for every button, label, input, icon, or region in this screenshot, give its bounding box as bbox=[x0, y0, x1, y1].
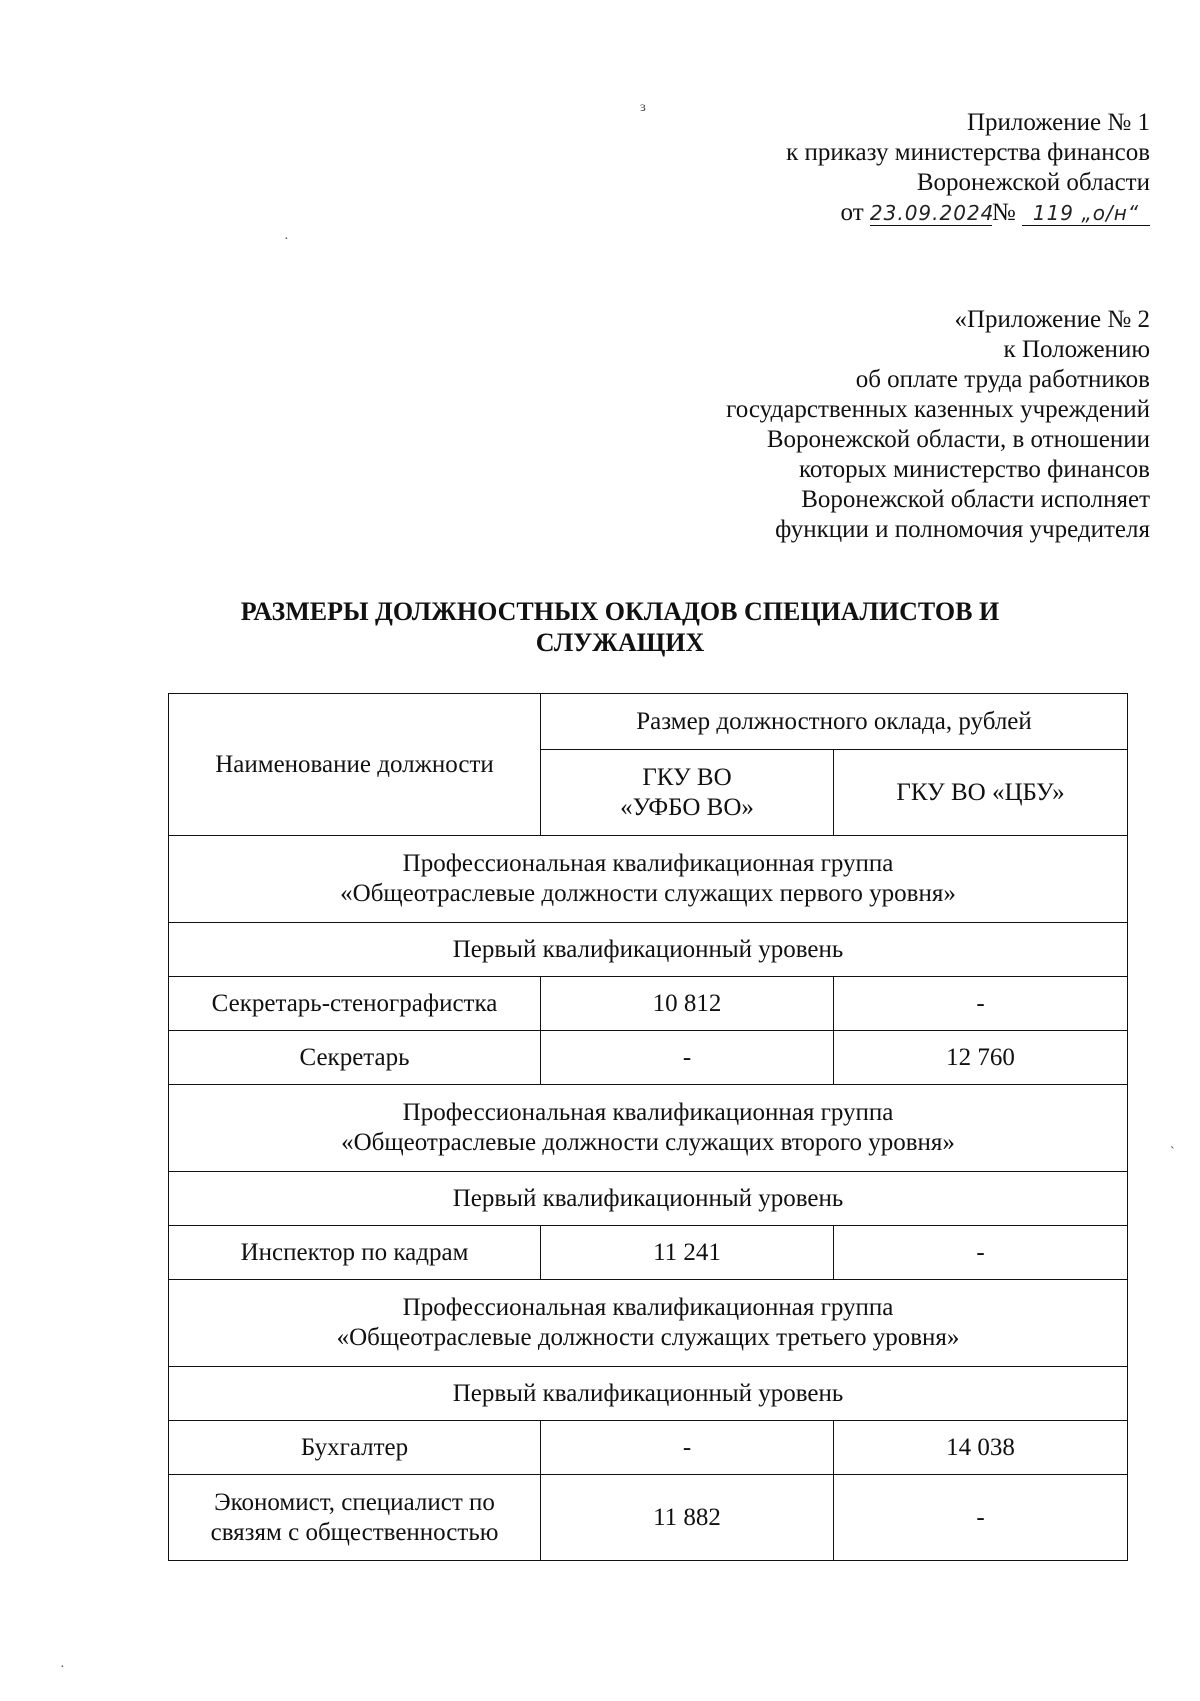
appendix-2-line: государственных казенных учреждений bbox=[726, 396, 1150, 423]
appendix-2-line: которых министерство финансов bbox=[798, 456, 1150, 483]
appendix-2-line: «Приложение № 2 bbox=[954, 306, 1150, 333]
position-name-cell: Экономист, специалист по связям с общественностью bbox=[169, 1475, 541, 1561]
group-row bbox=[169, 836, 1128, 923]
document-title-line: РАЗМЕРЫ ДОЛЖНОСТНЫХ ОКЛАДОВ СПЕЦИАЛИСТОВ И bbox=[240, 597, 1000, 626]
table-row bbox=[169, 1031, 1128, 1085]
group-row bbox=[169, 1085, 1128, 1172]
qualification-level: Первый квалификационный уровень bbox=[169, 1172, 1128, 1226]
appendix-2-block bbox=[726, 305, 1150, 545]
appendix-2-line: Воронежской области, в отношении bbox=[766, 426, 1150, 453]
level-row bbox=[169, 923, 1128, 977]
qualification-group-title: Профессиональная квалификационная группа «Общеотраслевые должности служащих третьего уровня» bbox=[169, 1280, 1128, 1367]
salary-cbu-cell: 12 760 bbox=[834, 1031, 1128, 1085]
header-position-name: Наименование должности bbox=[169, 694, 541, 836]
position-name-cell: Бухгалтер bbox=[169, 1421, 541, 1475]
handwritten-number: 119 „о/н“ bbox=[1032, 201, 1140, 225]
scan-dot: ` bbox=[1170, 1145, 1175, 1160]
document-title-line: СЛУЖАЩИХ bbox=[535, 628, 705, 657]
qualification-level: Первый квалификационный уровень bbox=[169, 923, 1128, 977]
position-name-cell: Инспектор по кадрам bbox=[169, 1226, 541, 1280]
scan-dot: · bbox=[60, 1660, 65, 1675]
group-row bbox=[169, 1280, 1128, 1367]
header-org-cbu: ГКУ ВО «ЦБУ» bbox=[834, 750, 1128, 836]
qualification-group-title: Профессиональная квалификационная группа «Общеотраслевые должности служащих второго уровня» bbox=[169, 1085, 1128, 1172]
handwritten-date: 23.09.2024 bbox=[869, 201, 995, 225]
number-prefix: № bbox=[991, 199, 1016, 226]
date-prefix: от bbox=[840, 199, 864, 226]
appendix-1-line: Воронежской области bbox=[916, 169, 1150, 196]
table-header-row bbox=[169, 694, 1128, 750]
date-field bbox=[869, 201, 995, 226]
table-row bbox=[169, 1421, 1128, 1475]
appendix-1-date-line bbox=[786, 198, 1150, 228]
appendix-2-line: Воронежской области исполняет bbox=[801, 486, 1150, 513]
salary-ufbo-cell: 11 882 bbox=[541, 1475, 834, 1561]
salary-cbu-cell: - bbox=[834, 1226, 1128, 1280]
appendix-2-line: к Положению bbox=[1003, 336, 1150, 363]
appendix-2-line: об оплате труда работников bbox=[855, 366, 1150, 393]
salary-table bbox=[168, 693, 1128, 1561]
salary-ufbo-cell: - bbox=[541, 1421, 834, 1475]
table-row bbox=[169, 1475, 1128, 1561]
salary-ufbo-cell: 10 812 bbox=[541, 977, 834, 1031]
number-field bbox=[1022, 201, 1150, 226]
scan-mark: ɜ bbox=[640, 100, 646, 115]
salary-cbu-cell: 14 038 bbox=[834, 1421, 1128, 1475]
position-name-cell: Секретарь bbox=[169, 1031, 541, 1085]
qualification-level: Первый квалификационный уровень bbox=[169, 1367, 1128, 1421]
table-row bbox=[169, 977, 1128, 1031]
salary-cbu-cell: - bbox=[834, 1475, 1128, 1561]
table-row bbox=[169, 1226, 1128, 1280]
appendix-1-line: к приказу министерства финансов bbox=[786, 139, 1150, 166]
level-row bbox=[169, 1367, 1128, 1421]
appendix-2-line: функции и полномочия учредителя bbox=[775, 516, 1150, 543]
salary-cbu-cell: - bbox=[834, 977, 1128, 1031]
header-salary-size: Размер должностного оклада, рублей bbox=[541, 694, 1128, 750]
appendix-1-block bbox=[786, 108, 1150, 228]
document-title bbox=[160, 596, 1080, 658]
level-row bbox=[169, 1172, 1128, 1226]
scan-dot: · bbox=[284, 232, 289, 247]
position-name-cell: Секретарь-стенографистка bbox=[169, 977, 541, 1031]
appendix-1-line: Приложение № 1 bbox=[966, 109, 1150, 136]
salary-ufbo-cell: 11 241 bbox=[541, 1226, 834, 1280]
header-org-ufbo: ГКУ ВО «УФБО ВО» bbox=[541, 750, 834, 836]
salary-ufbo-cell: - bbox=[541, 1031, 834, 1085]
qualification-group-title: Профессиональная квалификационная группа «Общеотраслевые должности служащих первого уровня» bbox=[169, 836, 1128, 923]
